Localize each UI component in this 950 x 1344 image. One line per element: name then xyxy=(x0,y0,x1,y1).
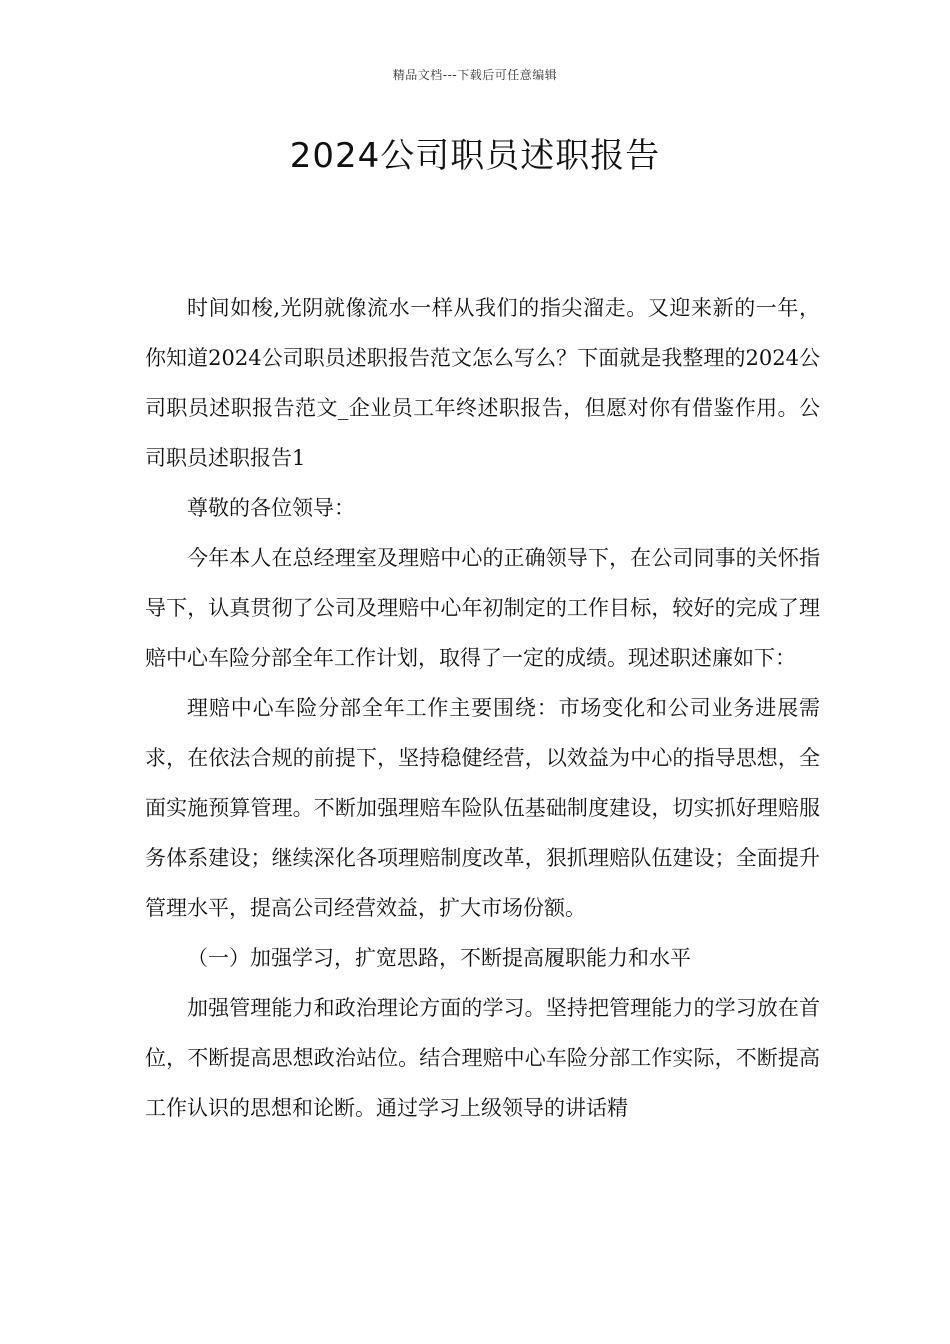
paragraph-work-focus: 理赔中心车险分部全年工作主要围绕：市场变化和公司业务进展需求，在依法合规的前提下，坚持稳健经营，以效益为中心的指导思想，全面实施预算管理。不断加强理赔车险队伍基础制度建设，切实抓好理赔服务体系建设；继续深化各项理赔制度改革，狠抓理赔队伍建设；全面提升管理水平，提高公司经营效益，扩大市场份额。 xyxy=(145,696,820,920)
paragraph-overview: 今年本人在总经理室及理赔中心的正确领导下，在公司同事的关怀指导下，认真贯彻了公司及理赔中心年初制定的工作目标，较好的完成了理赔中心车险分部全年工作计划，取得了一定的成绩。现述职述廉如下： xyxy=(145,546,820,670)
header-note: 精品文档---下载后可任意编辑 xyxy=(392,68,558,82)
section-heading-1: （一）加强学习，扩宽思路，不断提高履职能力和水平 xyxy=(187,946,691,970)
paragraph-salutation: 尊敬的各位领导： xyxy=(187,496,355,520)
document-title: 2024公司职员述职报告 xyxy=(289,136,661,176)
paragraph-intro: 时间如梭,光阴就像流水一样从我们的指尖溜走。又迎来新的一年，你知道2024公司职员述职报告范文怎么写么？下面就是我整理的2024公司职员述职报告范文_企业员工年终述职报告，但愿对你有借鉴作用。公司职员述职报告1 xyxy=(145,296,820,470)
document-body xyxy=(145,283,820,1133)
paragraph-study: 加强管理能力和政治理论方面的学习。坚持把管理能力的学习放在首位，不断提高思想政治站位。结合理赔中心车险分部工作实际，不断提高工作认识的思想和论断。通过学习上级领导的讲话精 xyxy=(145,996,820,1120)
